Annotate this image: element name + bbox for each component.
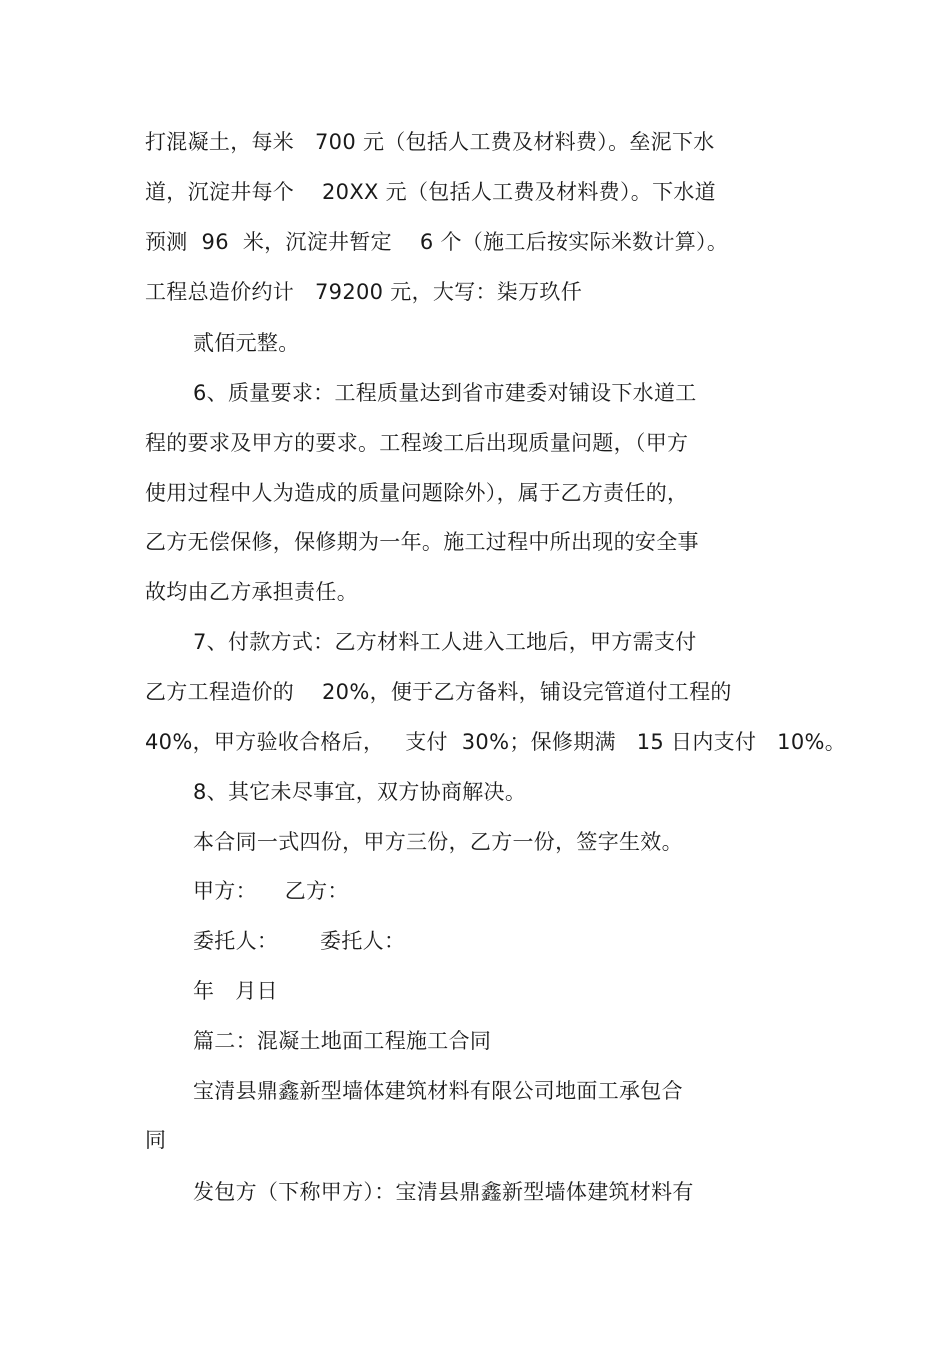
text-line: 发包方（下称甲方）：宝清县鼎鑫新型墙体建筑材料有 — [193, 1180, 694, 1204]
text-line: 故均由乙方承担责任。 — [145, 580, 358, 604]
section-8-heading: 8、其它未尽事宜，双方协商解决。 — [193, 780, 527, 804]
text-line: 乙方无偿保修，保修期为一年。施工过程中所出现的安全事 — [145, 530, 699, 554]
text-line: 预测 96 米，沉淀井暂定 6 个（施工后按实际米数计算）。 — [145, 230, 729, 254]
signature-date: 年 月日 — [193, 979, 278, 1003]
signature-agents: 委托人： 委托人： — [193, 929, 406, 953]
text-line: 本合同一式四份，甲方三份，乙方一份，签字生效。 — [193, 830, 683, 854]
text-line: 40%，甲方验收合格后， 支付 30%；保修期满 15 日内支付 10%。 — [145, 730, 847, 754]
text-line: 使用过程中人为造成的质量问题除外），属于乙方责任的， — [145, 481, 689, 505]
signature-parties: 甲方： 乙方： — [193, 879, 349, 903]
text-line: 程的要求及甲方的要求。工程竣工后出现质量问题，（甲方 — [145, 431, 689, 455]
section-7-heading: 7、付款方式：乙方材料工人进入工地后，甲方需支付 — [193, 630, 697, 654]
text-line: 打混凝土，每米 700 元（包括人工费及材料费）。垒泥下水 — [145, 130, 715, 154]
text-line: 工程总造价约计 79200 元，大写：柒万玖仟 — [145, 280, 583, 304]
section-6-heading: 6、质量要求：工程质量达到省市建委对铺设下水道工 — [193, 381, 697, 405]
text-line: 乙方工程造价的 20%，便于乙方备料，铺设完管道付工程的 — [145, 680, 732, 704]
text-line: 道，沉淀井每个 20XX 元（包括人工费及材料费）。下水道 — [145, 180, 716, 204]
text-line: 贰佰元整。 — [193, 331, 300, 355]
chapter-title: 篇二：混凝土地面工程施工合同 — [193, 1029, 492, 1053]
contract-title-continued: 同 — [145, 1128, 167, 1152]
contract-title: 宝清县鼎鑫新型墙体建筑材料有限公司地面工承包合 — [193, 1079, 683, 1103]
